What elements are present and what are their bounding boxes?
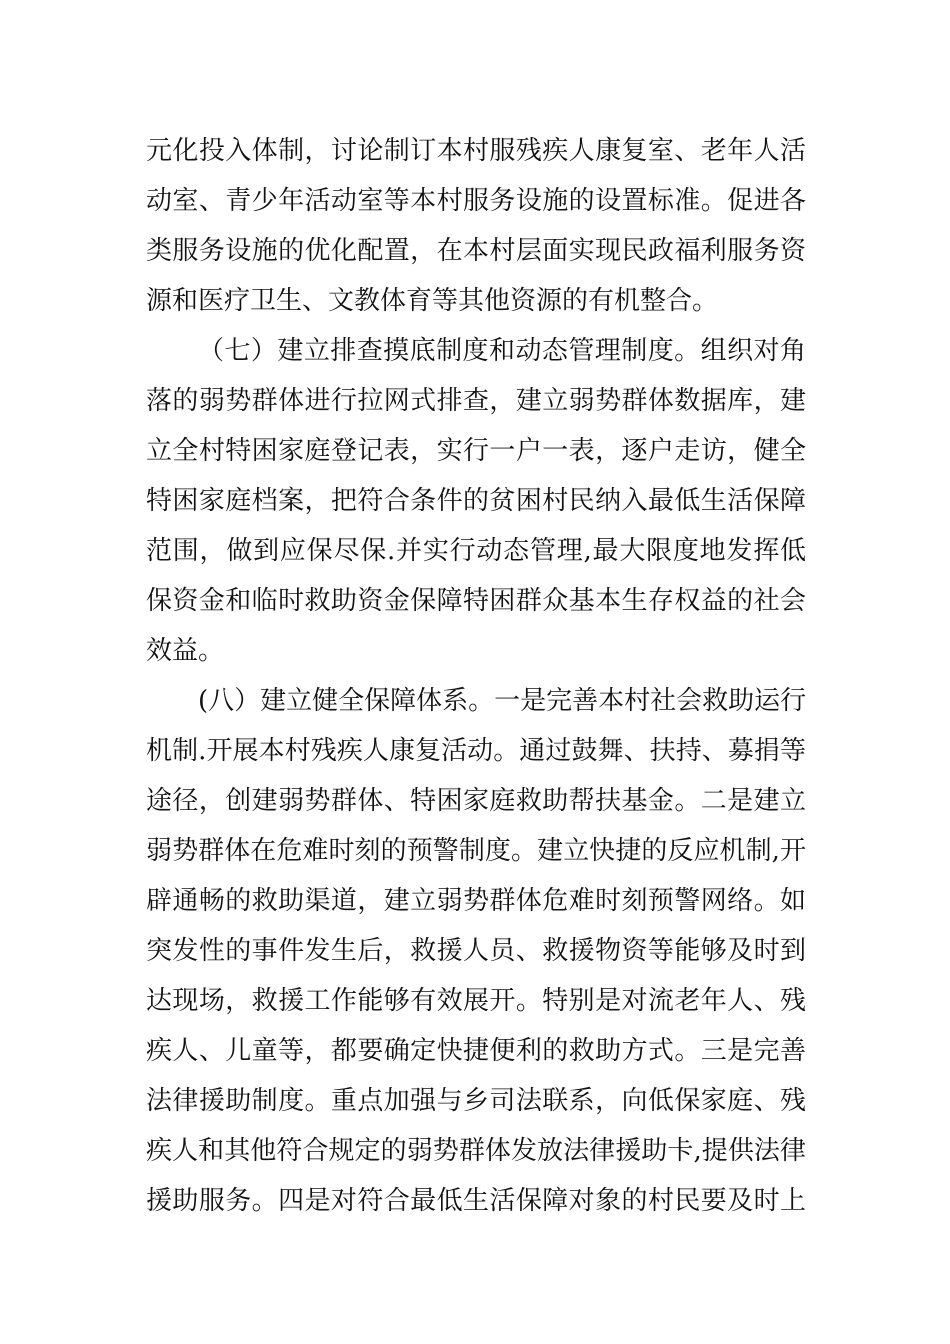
text-line: 源和医疗卫生、文教体育等其他资源的有机整合。 — [146, 286, 719, 316]
text-line: 突发性的事件发生后，救援人员、救援物资等能够及时到 — [146, 936, 806, 966]
section-heading-line: （七）建立排查摸底制度和动态管理制度。组织对角 — [198, 336, 806, 366]
text-line: 援助服务。四是对符合最低生活保障对象的村民要及时上 — [146, 1186, 806, 1216]
text-line: 动室、青少年活动室等本村服务设施的设置标准。促进各 — [146, 186, 806, 216]
text-line: 途径，创建弱势群体、特困家庭救助帮扶基金。二是建立 — [146, 786, 806, 816]
text-line: 保资金和临时救助资金保障特困群众基本生存权益的社会 — [146, 586, 806, 616]
text-line: 机制.开展本村残疾人康复活动。通过鼓舞、扶持、募捐等 — [146, 736, 806, 766]
text-line: 效益。 — [146, 636, 225, 666]
text-line: 立全村特困家庭登记表，实行一户一表，逐户走访，健全 — [146, 436, 806, 466]
text-line: 弱势群体在危难时刻的预警制度。建立快捷的反应机制,开 — [146, 836, 806, 866]
text-line: 疾人和其他符合规定的弱势群体发放法律援助卡,提供法律 — [146, 1136, 806, 1166]
section-heading-line: (八）建立健全保障体系。一是完善本村社会救助运行 — [198, 686, 807, 716]
text-line: 类服务设施的优化配置，在本村层面实现民政福利服务资 — [146, 236, 806, 266]
text-line: 落的弱势群体进行拉网式排查，建立弱势群体数据库，建 — [146, 386, 806, 416]
text-line: 法律援助制度。重点加强与乡司法联系，向低保家庭、残 — [146, 1086, 806, 1116]
text-line: 范围，做到应保尽保.并实行动态管理,最大限度地发挥低 — [146, 536, 806, 566]
text-line: 元化投入体制，讨论制订本村服残疾人康复室、老年人活 — [146, 136, 806, 166]
text-line: 达现场，救援工作能够有效展开。特别是对流老年人、残 — [146, 986, 806, 1016]
text-line: 疾人、儿童等，都要确定快捷便利的救助方式。三是完善 — [146, 1036, 806, 1066]
text-line: 特困家庭档案，把符合条件的贫困村民纳入最低生活保障 — [146, 486, 806, 516]
text-line: 辟通畅的救助渠道，建立弱势群体危难时刻预警网络。如 — [146, 886, 806, 916]
